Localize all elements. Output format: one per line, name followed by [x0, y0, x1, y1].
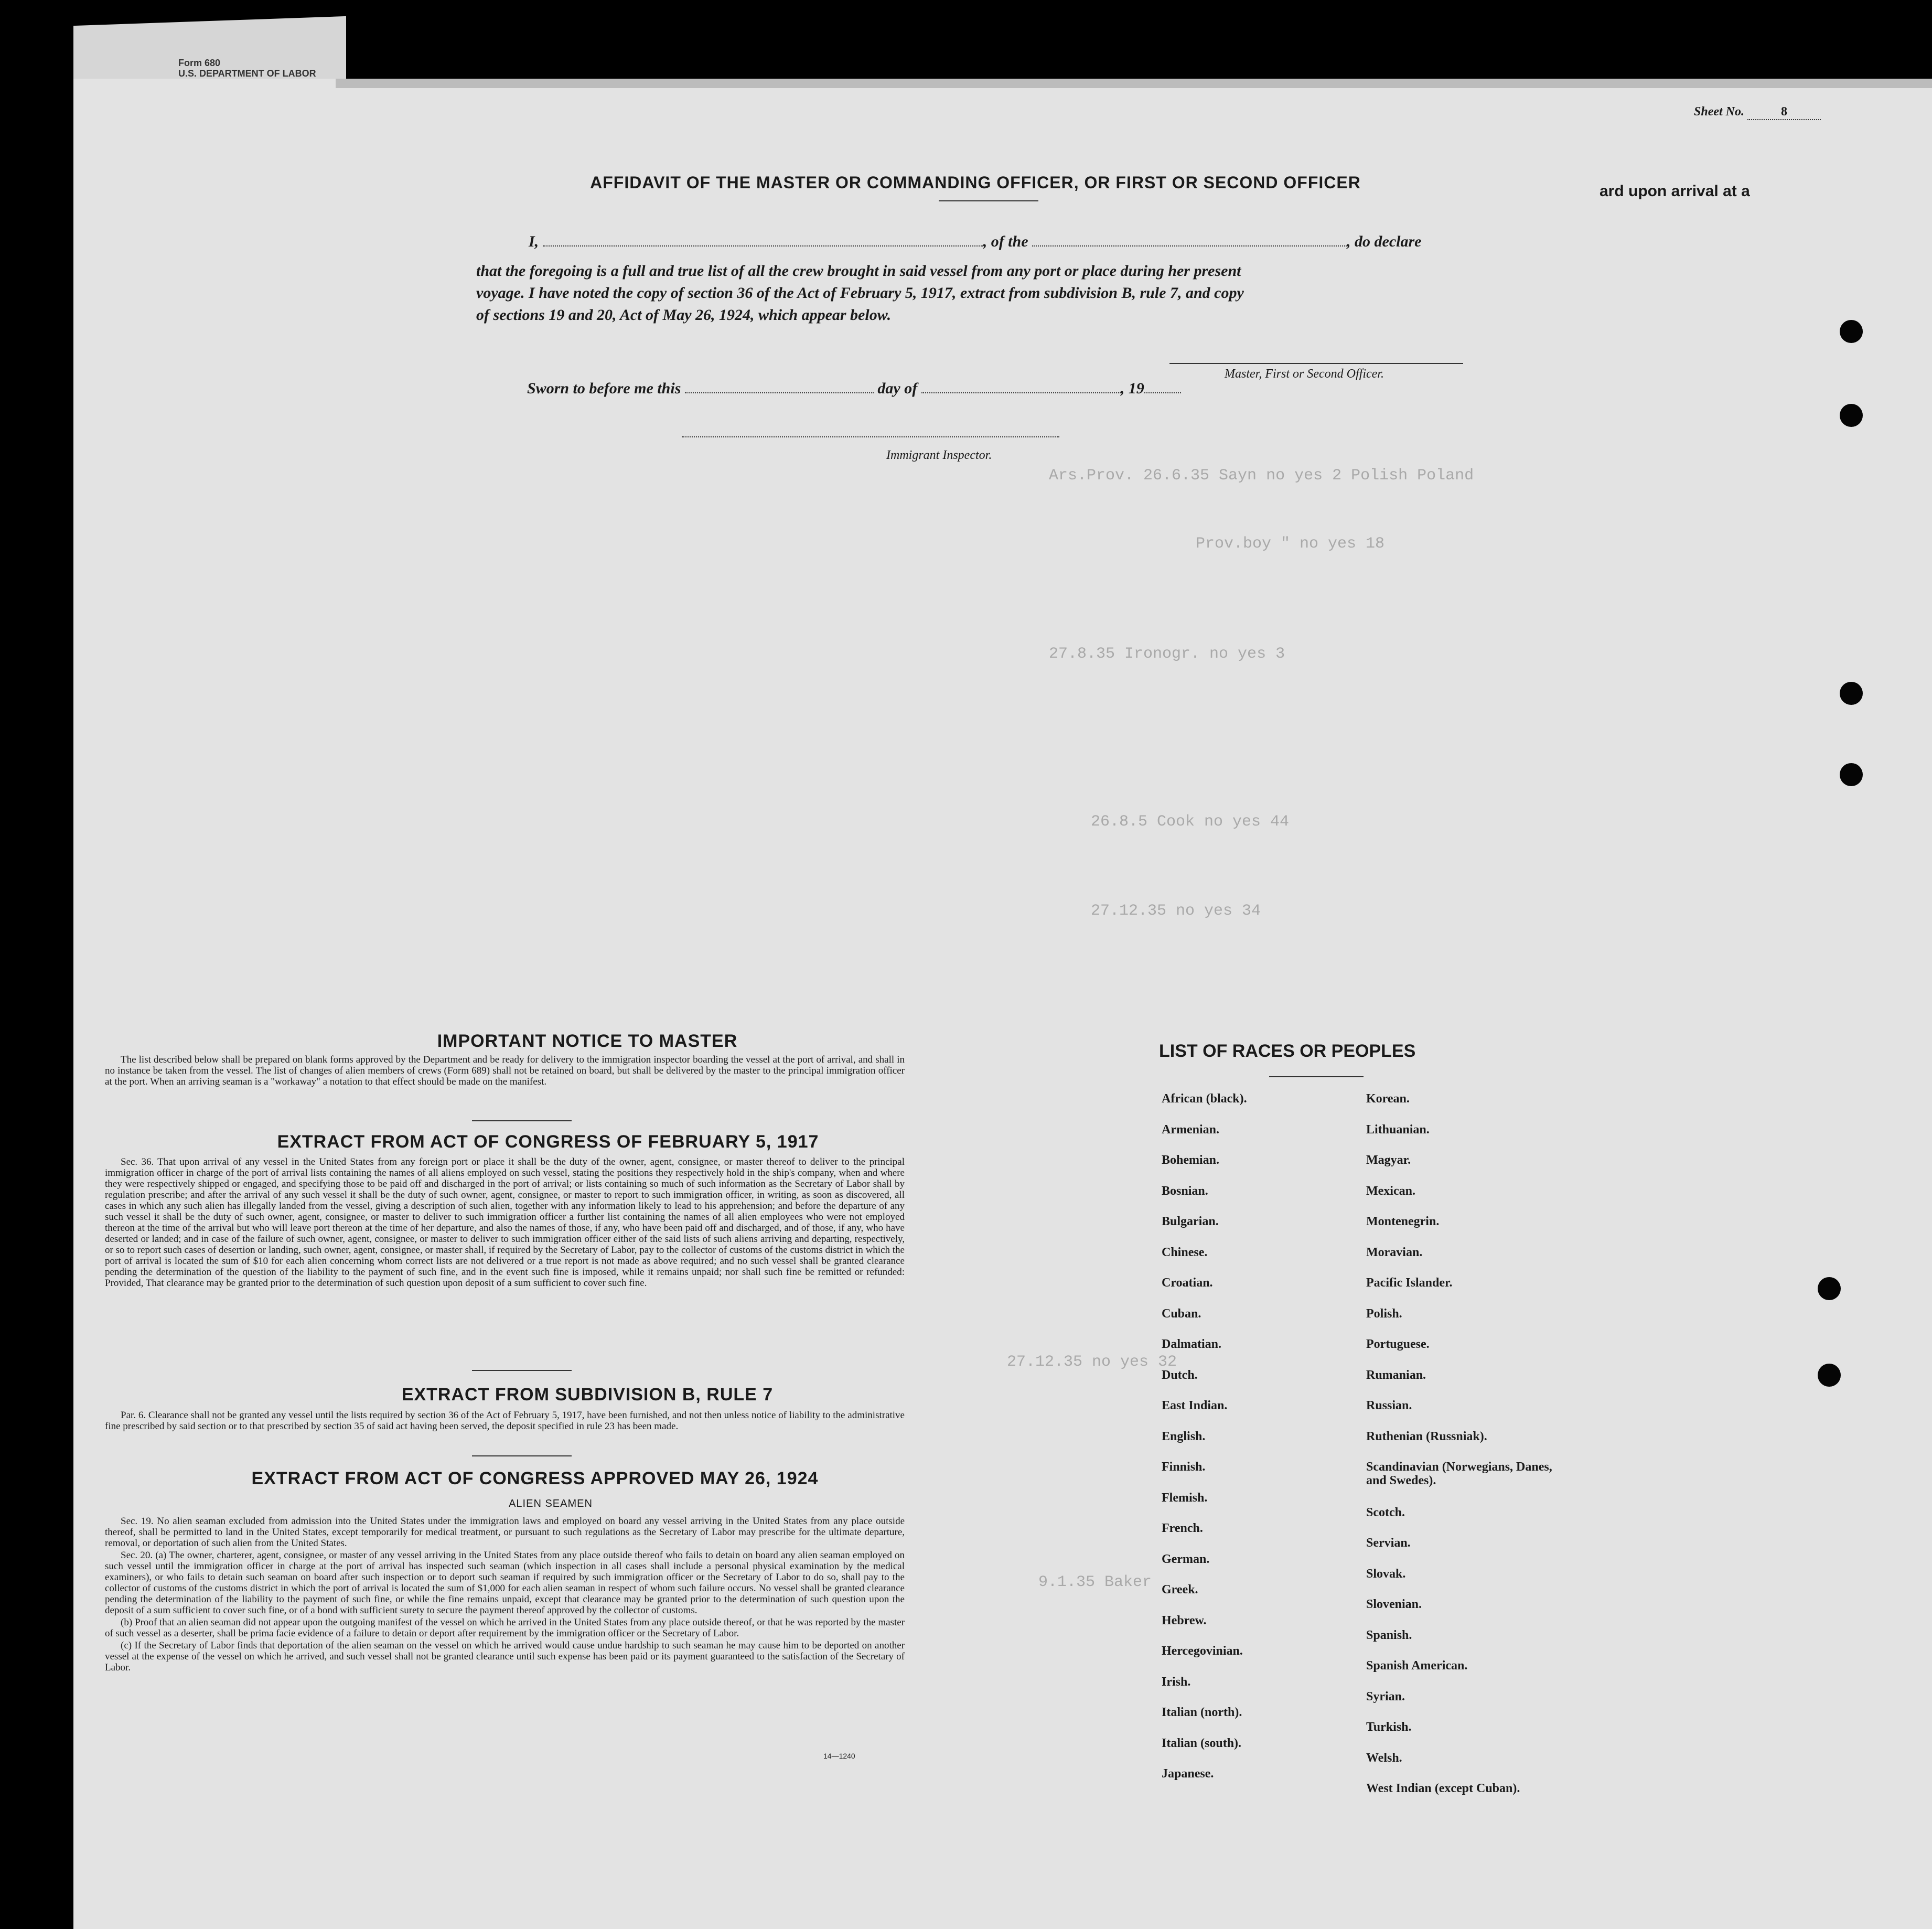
race-item: Pacific Islander.	[1366, 1276, 1453, 1290]
race-item: Bohemian.	[1162, 1153, 1220, 1167]
section-divider	[472, 1370, 572, 1371]
form-number: Form 680	[178, 58, 221, 68]
print-code: 14—1240	[823, 1752, 855, 1760]
race-item: East Indian.	[1162, 1399, 1228, 1412]
race-item: Italian (south).	[1162, 1736, 1242, 1750]
races-underline	[1269, 1076, 1364, 1077]
race-item: Bulgarian.	[1162, 1215, 1219, 1228]
race-item: Korean.	[1366, 1092, 1410, 1106]
race-item: Spanish.	[1366, 1628, 1412, 1642]
master-signature-label: Master, First or Second Officer.	[1225, 367, 1384, 381]
race-item: English.	[1162, 1429, 1206, 1443]
race-item: Croatian.	[1162, 1276, 1213, 1290]
declaration-of-the: , of the	[983, 233, 1028, 250]
race-item: West Indian (except Cuban).	[1366, 1782, 1520, 1795]
race-item: Irish.	[1162, 1675, 1191, 1689]
race-item: Italian (north).	[1162, 1706, 1242, 1719]
officer-name-blank[interactable]	[543, 231, 983, 247]
race-item: Spanish American.	[1366, 1659, 1468, 1673]
race-item: Lithuanian.	[1366, 1122, 1430, 1137]
alien-seamen-subtitle: ALIEN SEAMEN	[509, 1498, 593, 1509]
bleed-through-text: Ars.Prov. 26.6.35 Sayn no yes 2 Polish Poland	[1049, 467, 1474, 485]
race-item: Moravian.	[1366, 1245, 1423, 1259]
year-prefix-text: , 19	[1120, 380, 1144, 397]
section-divider	[472, 1120, 572, 1121]
declaration-line-1	[529, 231, 1421, 253]
race-item: German.	[1162, 1552, 1210, 1566]
extract-1924-title: EXTRACT FROM ACT OF CONGRESS APPROVED MAY 26, 1924	[251, 1469, 819, 1488]
sworn-year-blank[interactable]	[1144, 378, 1181, 393]
sworn-line	[527, 378, 1181, 400]
binder-hole	[1840, 763, 1863, 786]
bleed-through-text: 27.8.35 Ironogr. no yes 3	[1049, 645, 1285, 663]
bleed-through-text: Prov.boy " no yes 18	[1196, 535, 1385, 553]
binder-hole	[1818, 1277, 1841, 1300]
clipped-heading: ard upon arrival at a	[1600, 183, 1750, 200]
affidavit-title: AFFIDAVIT OF THE MASTER OR COMMANDING OFFICER, OR FIRST OR SECOND OFFICER	[590, 173, 1361, 192]
master-signature-line[interactable]	[1169, 363, 1463, 364]
declaration-line-3: voyage. I have noted the copy of section 36 of the Act of February 5, 1917, extract from subdivision B, rule 7, and copy	[476, 284, 1244, 302]
form-tag	[178, 58, 316, 79]
page-fold-edge	[336, 79, 1932, 88]
declaration-i: I,	[529, 233, 539, 250]
race-item: Magyar.	[1366, 1153, 1411, 1167]
race-item: Greek.	[1162, 1583, 1198, 1596]
races-title: LIST OF RACES OR PEOPLES	[1159, 1041, 1416, 1061]
vessel-name-blank[interactable]	[1032, 231, 1347, 247]
race-item: Portuguese.	[1366, 1337, 1430, 1351]
sworn-day-blank[interactable]	[685, 378, 874, 393]
extract-1917-text: Sec. 36. That upon arrival of any vessel in the United States from any foreign port or place it shall be the duty of the owner, agent, consignee, or master thereof to deliver to the principal immigration officer in charge of the port of arrival lists containing the names of all aliens employed on such vessel, stating the positions they respectively hold in the ship's company, when and where they were respectively shipped or engaged, and specifying those to be paid off and discharged in the port of arrival; or lists containing so much of such information as the Secretary of Labor shall by regulation prescribe; and after the arrival of any such vessel it shall be the duty of such owner, agent, consignee, or master to report to such immigration officer, in writing, as soon as discovered, all cases in which any such alien has illegally landed from the vessel, giving a description of such alien, together with any information likely to lead to his apprehension; and before the departure of any such vessel it shall be the duty of such owner, agent, consignee, or master to deliver to such immigration officer a further list containing the names of all alien employees who were not employed thereon at the time of the arrival but who will leave port thereon at the time of her departure, and also the names of those, if any, who have been paid off and discharged, and of those, if any, who have deserted or landed; and in case of the failure of such owner, agent, consignee, or master to deliver to such immigration officer either of the said lists of such aliens arriving and departing, respectively, or so to report such cases of desertion or landing, such owner, agent, consignee, or master shall, if required by the Secretary of Labor, pay to the collector of customs of the customs district in which the port of arrival is located the sum of $10 for each alien concerning whom correct lists are not delivered or a true report is not made as above required; and no such vessel shall be granted clearance pending the determination of the question of the liability to the payment of such fine, and in the event such fine is imposed, while it remains unpaid; nor shall such fine be remitted or refunded: Provided, That clearance may be granted prior to the determination of such question upon deposit of a sum sufficient to cover such fine.	[105, 1156, 905, 1289]
binder-hole	[1818, 1364, 1841, 1387]
race-item: Dalmatian.	[1162, 1337, 1221, 1351]
bleed-through-text: 9.1.35 Baker	[1038, 1573, 1152, 1591]
department-name: U.S. DEPARTMENT OF LABOR	[178, 68, 316, 79]
sheet-number	[1694, 105, 1821, 120]
inspector-signature-line[interactable]	[682, 436, 1059, 437]
race-item: Scotch.	[1366, 1505, 1405, 1519]
race-item: Japanese.	[1162, 1767, 1214, 1781]
section-20b: (b) Proof that an alien seaman did not appear upon the outgoing manifest of the vessel on which he arrived in the United States from any place outside thereof, or that he was reported by the master of such vessel as a deserter, shall be prima facie evidence of a failure to detain or deport after requirement by the immigration officer or the Secretary of Labor.	[105, 1617, 905, 1639]
race-item: Mexican.	[1366, 1184, 1415, 1198]
race-item: African (black).	[1162, 1092, 1247, 1106]
race-item: Rumanian.	[1366, 1368, 1426, 1382]
race-item: Finnish.	[1162, 1460, 1206, 1474]
race-item: Hercegovinian.	[1162, 1644, 1243, 1658]
day-of-text: day of	[877, 380, 918, 397]
race-item: Turkish.	[1366, 1720, 1412, 1734]
binder-hole	[1840, 682, 1863, 705]
sheet-label: Sheet No.	[1694, 105, 1744, 119]
section-20a: Sec. 20. (a) The owner, charterer, agent, consignee, or master of any vessel arriving in the United States from any place outside thereof who fails to detain on board any alien seaman employed on such vessel until the immigration officer in charge at the port of arrival has inspected such seaman (which inspection in all cases shall include a personal physical examination by the medical examiners), or who fails to detain such seaman on board after such inspection or to deport such seaman if required by such immigration officer or the Secretary of Labor to do so, shall pay to the collector of customs of the customs district in which the port of arrival is located the sum of $1,000 for each alien seaman in respect of whom such failure occurs. No vessel shall be granted clearance pending the determination of the liability to the payment of such fine, or while the fine remains unpaid, except that clearance may be granted prior to the determination of such question upon the deposit of a sum sufficient to cover such fine, or of a bond with sufficient surety to secure the payment thereof approved by the collector of customs.	[105, 1550, 905, 1616]
race-item: Slovenian.	[1366, 1598, 1422, 1611]
race-item: Cuban.	[1162, 1306, 1201, 1321]
race-item: French.	[1162, 1521, 1203, 1535]
race-item: Syrian.	[1366, 1689, 1405, 1703]
declaration-line-2: that the foregoing is a full and true list of all the crew brought in said vessel from any port or place during her present	[476, 262, 1241, 280]
race-item: Scandinavian (Norwegians, Danes, and Swedes).	[1366, 1460, 1552, 1487]
notice-title: IMPORTANT NOTICE TO MASTER	[437, 1031, 738, 1051]
rule-7-text: Par. 6. Clearance shall not be granted any vessel until the lists required by section 36 of the Act of February 5, 1917, have been furnished, and not then unless notice of liability to the administrative fine prescribed by said section or to that prescribed by section 35 of said act having been served, the deposit specified in rule 23 has been made.	[105, 1410, 905, 1432]
extract-1917-title: EXTRACT FROM ACT OF CONGRESS OF FEBRUARY 5, 1917	[277, 1132, 819, 1152]
race-item: Welsh.	[1366, 1751, 1402, 1765]
sworn-text: Sworn to before me this	[527, 380, 681, 397]
race-item: Polish.	[1366, 1306, 1402, 1321]
race-item: Servian.	[1366, 1536, 1411, 1550]
race-item: Hebrew.	[1162, 1613, 1207, 1627]
race-item: Chinese.	[1162, 1245, 1208, 1259]
race-item: Montenegrin.	[1366, 1215, 1440, 1228]
declaration-do-declare: , do declare	[1347, 233, 1422, 250]
section-20c: (c) If the Secretary of Labor finds that deportation of the alien seaman on the vessel on which he arrived would cause undue hardship to such seaman he may cause him to be deported on another vessel at the expense of the vessel on which he arrived, and such vessel shall not be granted clearance until such expense has been paid or its payment guaranteed to the satisfaction of the Secretary of Labor.	[105, 1640, 905, 1673]
race-item: Ruthenian (Russniak).	[1366, 1429, 1487, 1443]
race-item: Bosnian.	[1162, 1184, 1208, 1198]
declaration-line-4: of sections 19 and 20, Act of May 26, 1924, which appear below.	[476, 306, 892, 324]
race-item: Dutch.	[1162, 1368, 1198, 1382]
race-item: Slovak.	[1366, 1567, 1406, 1581]
bleed-through-text: 26.8.5 Cook no yes 44	[1091, 813, 1290, 831]
sheet-value: 8	[1747, 105, 1821, 120]
inspector-signature-label: Immigrant Inspector.	[886, 448, 992, 462]
rule-7-title: EXTRACT FROM SUBDIVISION B, RULE 7	[401, 1385, 774, 1405]
section-divider	[472, 1455, 572, 1456]
sworn-month-blank[interactable]	[921, 378, 1121, 393]
title-underline	[939, 200, 1038, 201]
binder-hole	[1840, 404, 1863, 427]
bleed-through-text: 27.12.35 no yes 32	[1007, 1353, 1177, 1371]
notice-text: The list described below shall be prepared on blank forms approved by the Department and be ready for delivery to the immigration inspector boarding the vessel at the port of arrival, and shall in no instance be taken from the vessel. The list of changes of alien members of crews (Form 689) shall not be retained on board, but shall be delivered by the master to the principal immigration officer at the port. When an arriving seaman is a "workaway" a notation to that effect should be made on the manifest.	[105, 1054, 905, 1087]
race-item: Flemish.	[1162, 1491, 1208, 1505]
bleed-through-text: 27.12.35 no yes 34	[1091, 902, 1261, 920]
race-item: Armenian.	[1162, 1122, 1219, 1137]
extract-1924-text	[105, 1516, 905, 1674]
race-item: Russian.	[1366, 1399, 1412, 1412]
section-19: Sec. 19. No alien seaman excluded from admission into the United States under the immigration laws and employed on board any vessel arriving in the United States from any place outside thereof, shall be permitted to land in the United States, except temporarily for medical treatment, or pursuant to such regulations as the Secretary of Labor may prescribe for the ultimate departure, removal, or deportation of such alien from the United States.	[105, 1516, 905, 1549]
binder-hole	[1840, 320, 1863, 343]
